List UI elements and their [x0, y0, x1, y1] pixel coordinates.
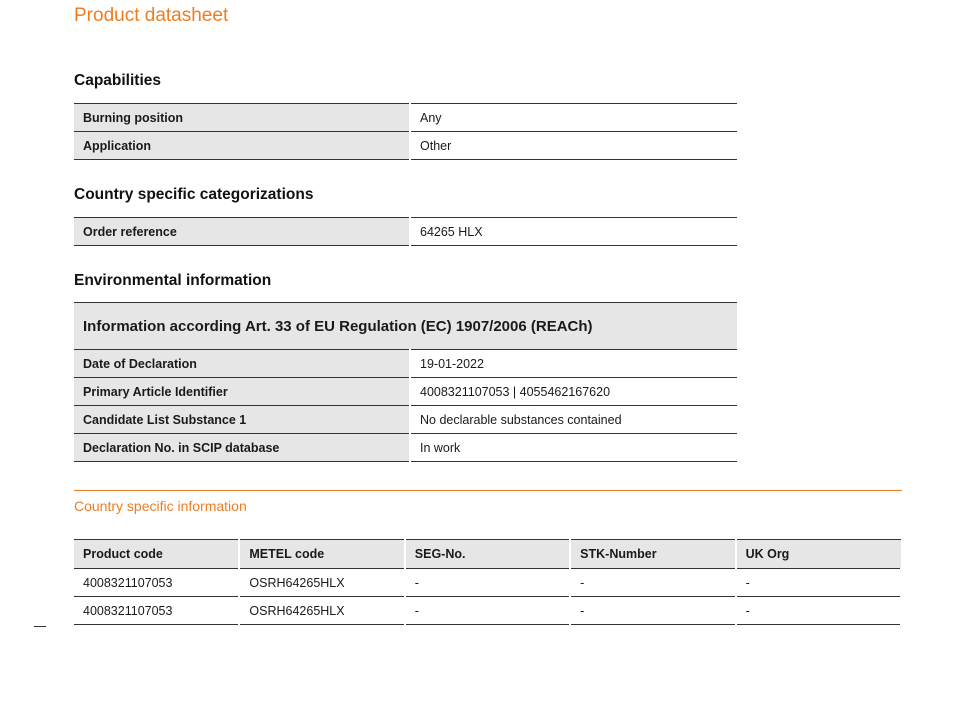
table-row — [74, 569, 901, 597]
table-cell: OSRH64265HLX — [239, 569, 404, 597]
column-header: SEG-No. — [405, 540, 570, 569]
row-label: Burning position — [74, 104, 410, 132]
row-label: Application — [74, 132, 410, 160]
column-header: UK Org — [736, 540, 901, 569]
section-divider — [74, 490, 902, 491]
table-cell: - — [570, 597, 735, 625]
table-header-row — [74, 303, 737, 350]
row-label: Primary Article Identifier — [74, 378, 410, 406]
table-cell: - — [405, 569, 570, 597]
table-row — [74, 218, 737, 246]
table-row — [74, 132, 737, 160]
table-row — [74, 434, 737, 462]
table-row — [74, 378, 737, 406]
capabilities-table — [74, 103, 737, 160]
table-row — [74, 104, 737, 132]
table-cell: - — [405, 597, 570, 625]
capabilities-heading: Capabilities — [74, 72, 161, 89]
row-value: Other — [410, 132, 737, 160]
row-value: No declarable substances contained — [410, 406, 737, 434]
country-info-table — [74, 539, 902, 625]
row-value: 4008321107053 | 4055462167620 — [410, 378, 737, 406]
table-cell: 4008321107053 — [74, 569, 239, 597]
row-value: In work — [410, 434, 737, 462]
categorizations-heading: Country specific categorizations — [74, 186, 314, 203]
margin-mark — [34, 626, 46, 627]
reach-header: Information according Art. 33 of EU Regulation (EC) 1907/2006 (REACh) — [74, 303, 737, 350]
table-row — [74, 406, 737, 434]
country-info-heading: Country specific information — [74, 498, 247, 514]
row-value: 64265 HLX — [410, 218, 737, 246]
row-label: Order reference — [74, 218, 410, 246]
table-header-row — [74, 540, 901, 569]
table-row — [74, 597, 901, 625]
environmental-heading: Environmental information — [74, 272, 272, 289]
column-header: METEL code — [239, 540, 404, 569]
table-cell: 4008321107053 — [74, 597, 239, 625]
table-cell: OSRH64265HLX — [239, 597, 404, 625]
categorizations-table — [74, 217, 737, 246]
row-label: Declaration No. in SCIP database — [74, 434, 410, 462]
environmental-table — [74, 302, 737, 462]
page-title: Product datasheet — [74, 5, 229, 26]
row-label: Date of Declaration — [74, 350, 410, 378]
row-label: Candidate List Substance 1 — [74, 406, 410, 434]
table-row — [74, 350, 737, 378]
table-cell: - — [736, 597, 901, 625]
row-value: 19-01-2022 — [410, 350, 737, 378]
column-header: STK-Number — [570, 540, 735, 569]
column-header: Product code — [74, 540, 239, 569]
table-cell: - — [736, 569, 901, 597]
row-value: Any — [410, 104, 737, 132]
table-cell: - — [570, 569, 735, 597]
